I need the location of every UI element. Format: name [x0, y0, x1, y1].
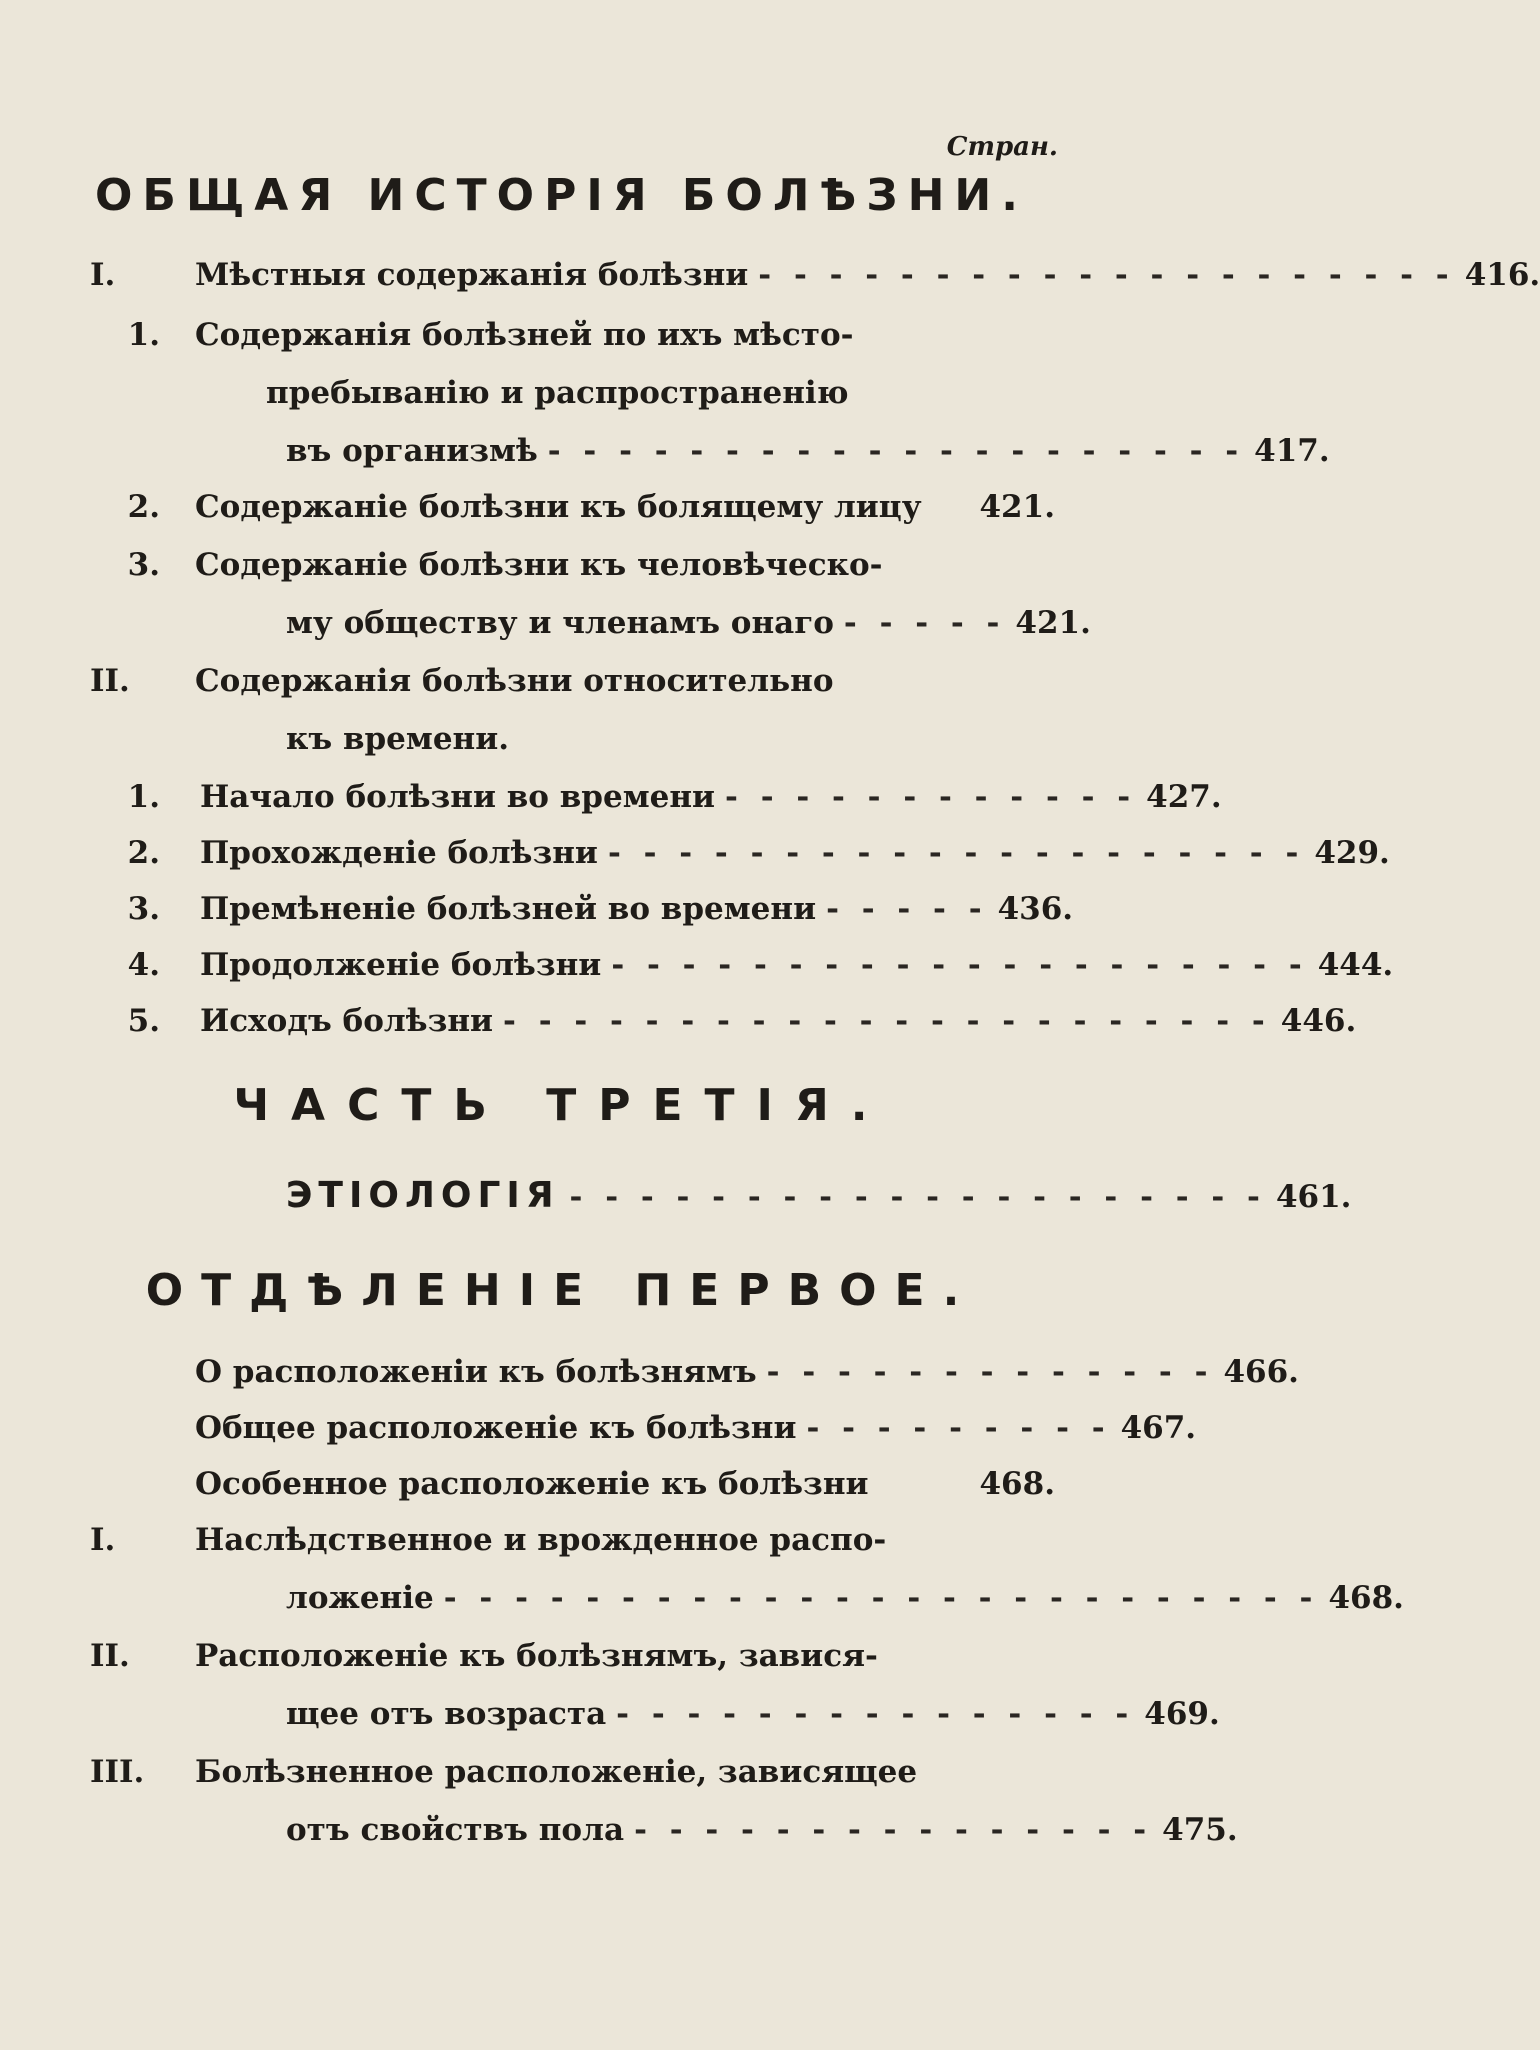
- entry-title: Премѣненіе болѣзней во времени: [200, 891, 817, 927]
- entry-title-line-1: Наслѣдственное и врожденное распо-: [195, 1522, 887, 1558]
- leader-dots: - - - - - - - - - - - - - - -: [634, 1812, 1153, 1848]
- entry-page: 421.: [979, 489, 1055, 525]
- leader-dots: - - - - - - - - - - - - -: [766, 1354, 1214, 1390]
- entry-page: 467.: [1120, 1410, 1197, 1446]
- entry-page: 436.: [997, 891, 1074, 927]
- entry-number: 1.: [127, 317, 160, 353]
- entry-title-line-1: Болѣзненное расположеніе, зависящее: [195, 1754, 918, 1790]
- entry-number: 3.: [127, 547, 160, 583]
- entry-title: Мѣстныя содержанія болѣзни: [195, 257, 749, 293]
- entry-title: Общее расположеніе къ болѣзни: [195, 1410, 797, 1446]
- entry-number: 3.: [127, 891, 160, 927]
- etiology-title: ЭТІОЛОГІЯ: [286, 1175, 560, 1216]
- entry-title-line-2: щее отъ возраста: [286, 1696, 607, 1732]
- entry-page: 469.: [1144, 1696, 1220, 1732]
- entry-title-line-2: отъ свойствъ пола: [286, 1812, 625, 1848]
- leader-dots: - - - - - - - - - - - - - - - - - - - -: [547, 433, 1245, 469]
- entry-title-line-3: въ организмѣ: [286, 433, 538, 469]
- leader-dots: - - - - - - - - - - - - - - - - - - - - - -: [503, 1003, 1271, 1039]
- entry-title-line-1: Содержаніе болѣзни къ человѣческо-: [195, 547, 883, 583]
- page-column-label: Стран.: [946, 132, 1058, 162]
- entry-page: 461.: [1275, 1179, 1352, 1215]
- entry-number: III.: [90, 1754, 145, 1790]
- leader-dots: - - - - - - - - - - - - - - - - - - - -: [611, 947, 1308, 983]
- entry-title-line-2: му обществу и членамъ онаго: [286, 605, 834, 641]
- entry-page: 475.: [1162, 1812, 1238, 1848]
- entry-title-line-1: Содержанія болѣзни относительно: [195, 663, 834, 699]
- entry-number: 1.: [127, 779, 160, 815]
- entry-page: 444.: [1317, 947, 1394, 983]
- entry-title: Прохожденіе болѣзни: [200, 835, 598, 871]
- entry-number: I.: [90, 1522, 116, 1558]
- entry-page: 416.: [1464, 257, 1540, 293]
- entry-number: 2.: [127, 835, 160, 871]
- leader-dots: - - - - -: [843, 605, 1006, 641]
- leader-dots: - - - - - - - - - - - -: [725, 779, 1137, 815]
- division-heading: ОТДѢЛЕНІЕ ПЕРВОЕ.: [145, 1265, 978, 1316]
- entry-page: 417.: [1254, 433, 1330, 469]
- entry-number: 5.: [127, 1003, 160, 1039]
- leader-dots: - - - - - - - - - - - - - - -: [616, 1696, 1135, 1732]
- entry-title-line-1: Содержанія болѣзней по ихъ мѣсто-: [195, 317, 854, 353]
- entry-title-line-1: Расположеніе къ болѣзнямъ, завися-: [195, 1638, 878, 1674]
- section-heading-general-history: ОБЩАЯ ИСТОРІЯ БОЛѢЗНИ.: [95, 170, 1028, 221]
- leader-dots: - - - - -: [826, 891, 988, 927]
- leader-dots: - - - - - - - - - - - - - - - - - - - -: [607, 835, 1305, 871]
- entry-title: Начало болѣзни во времени: [200, 779, 716, 815]
- entry-page: 468.: [979, 1466, 1055, 1502]
- entry-title: О расположеніи къ болѣзнямъ: [195, 1354, 757, 1390]
- entry-page: 466.: [1223, 1354, 1299, 1390]
- entry-page: 421.: [1015, 605, 1091, 641]
- entry-page: 427.: [1146, 779, 1222, 815]
- entry-title: Продолженіе болѣзни: [200, 947, 602, 983]
- entry-number: II.: [90, 1638, 130, 1674]
- entry-page: 429.: [1314, 835, 1390, 871]
- entry-title: Исходъ болѣзни: [200, 1003, 494, 1039]
- entry-title-line-2: къ времени.: [286, 721, 510, 757]
- entry-title-line-2: ложеніе: [286, 1580, 434, 1616]
- leader-dots: - - - - - - - - -: [806, 1410, 1111, 1446]
- entry-number: II.: [90, 663, 130, 699]
- entry-number: 4.: [127, 947, 160, 983]
- entry-title: Содержаніе болѣзни къ болящему лицу: [195, 489, 922, 525]
- entry-title-line-2: пребыванію и распространенію: [266, 375, 849, 411]
- entry-number: 2.: [127, 489, 160, 525]
- entry-page: 468.: [1328, 1580, 1404, 1616]
- entry-number: I.: [90, 257, 116, 293]
- part-heading: ЧАСТЬ ТРЕТІЯ.: [233, 1080, 890, 1131]
- entry-page: 446.: [1280, 1003, 1357, 1039]
- leader-dots: - - - - - - - - - - - - - - - - - - - - - - - - -: [443, 1580, 1319, 1616]
- leader-dots: - - - - - - - - - - - - - - - - - - - -: [569, 1179, 1266, 1215]
- entry-title: Особенное расположеніе къ болѣзни: [195, 1466, 869, 1502]
- leader-dots: - - - - - - - - - - - - - - - - - - - -: [758, 257, 1455, 293]
